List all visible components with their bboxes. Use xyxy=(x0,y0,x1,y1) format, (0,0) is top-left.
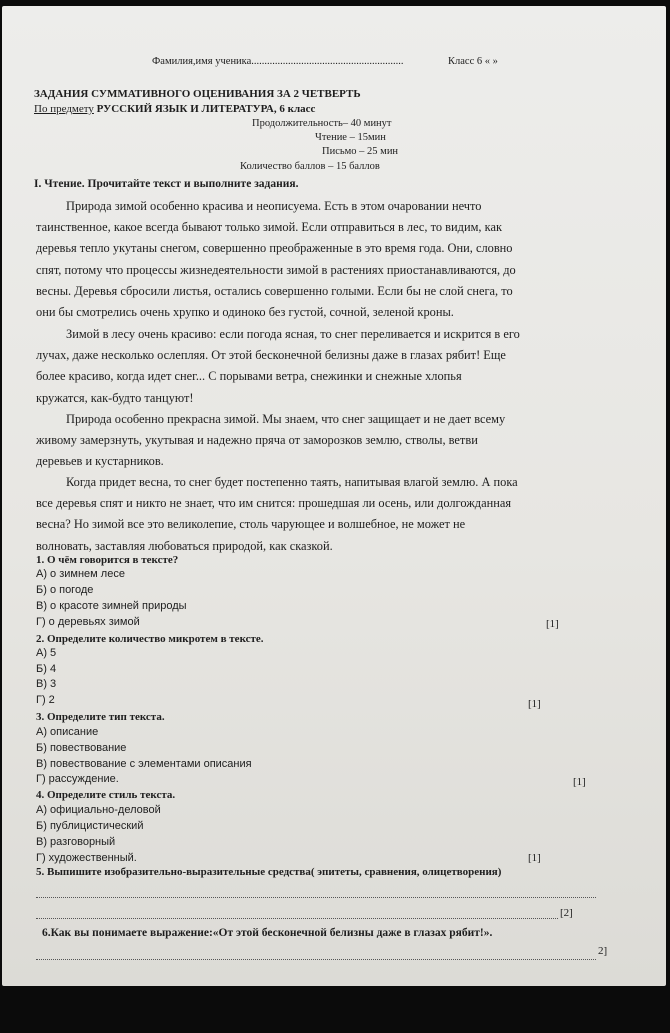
answer-line[interactable] xyxy=(36,918,558,919)
text-line: кружатся, как-будто танцуют! xyxy=(36,390,194,405)
worksheet-page xyxy=(2,6,666,986)
score-mark: [1] xyxy=(528,698,541,710)
answer-line[interactable] xyxy=(36,897,596,898)
answer-option: В) о красоте зимней природы xyxy=(36,600,187,612)
text-line: Когда придет весна, то снег будет постепенно таять, напитывая влагой землю. А пока xyxy=(66,475,518,489)
reading-time-text: Чтение – 15мин xyxy=(315,132,386,143)
text-line: живому замерзнуть, укутывая и надежно пряча от заморозков землю, стволы, ветви xyxy=(36,433,478,448)
answer-option: Б) повествование xyxy=(36,742,127,754)
answer-option: Б) 4 xyxy=(36,663,57,675)
question-3: 3. Определите тип текста. xyxy=(36,711,165,723)
answer-option: Г) о деревьях зимой xyxy=(36,616,140,628)
text-line: деревьев и кустарников. xyxy=(36,454,164,469)
answer-option: А) 5 xyxy=(36,647,57,659)
score-mark: [1] xyxy=(528,852,541,864)
student-name-dots: ........................... xyxy=(251,56,323,67)
section-heading-reading: I. Чтение. Прочитайте текст и выполните задания. xyxy=(34,178,299,190)
score-mark: [1] xyxy=(546,618,559,630)
answer-option: А) о зимнем лесе xyxy=(36,568,125,580)
student-name-line xyxy=(152,56,404,67)
text-paragraph-4 xyxy=(36,472,628,557)
answer-option: Б) публицистический xyxy=(36,820,144,832)
answer-option: В) разговорный xyxy=(36,836,116,848)
question-6: 6.Как вы понимаете выражение:«От этой бесконечной белизны даже в глазах рябит!». xyxy=(42,927,493,939)
score-mark: 2] xyxy=(598,945,608,957)
writing-time-text: Письмо – 25 мин xyxy=(322,146,399,157)
text-line: Природа зимой особенно красива и неописуема. Есть в этом очаровании нечто xyxy=(66,199,482,213)
duration-text: Продолжительность– 40 минут xyxy=(252,118,392,129)
question-2: 2. Определите количество микротем в тексте. xyxy=(36,633,264,645)
subject-line xyxy=(34,103,315,115)
answer-option: Г) рассуждение. xyxy=(36,773,119,785)
text-line: Зимой в лесу очень красиво: если погода ясная, то снег переливается и искрится в его xyxy=(66,327,520,341)
answer-option: В) повествование с элементами описания xyxy=(36,758,252,770)
text-line: весны. Деревья сбросили листья, остались совершенно голыми. Если бы не слой снега, то xyxy=(36,283,513,298)
question-4: 4. Определите стиль текста. xyxy=(36,789,176,801)
question-5: 5. Выпишите изобразительно-выразительные средства( эпитеты, сравнения, олицетворения) xyxy=(36,866,502,878)
answer-option: А) описание xyxy=(36,726,99,738)
answer-option: Б) о погоде xyxy=(36,584,94,596)
score-mark: [2] xyxy=(560,907,573,919)
text-line: они бы смотрелись очень хрупко и одиноко без густой, сочной, зеленой кроны. xyxy=(36,305,454,320)
student-name-dots-2: ............................... xyxy=(322,56,404,67)
student-name-label: Фамилия,имя ученика xyxy=(152,56,252,67)
answer-option: Г) художественный. xyxy=(36,852,137,864)
answer-option: А) официально-деловой xyxy=(36,804,161,816)
text-line: Природа особенно прекрасна зимой. Мы знаем, что снег защищает и не дает всему xyxy=(66,412,506,426)
text-paragraph-2 xyxy=(36,324,628,409)
text-line: деревья тепло укутаны снегом, совершенно преображенные в это время года. Они, словно xyxy=(36,241,513,256)
text-paragraph-1 xyxy=(36,196,628,323)
subject-prefix: По предмету xyxy=(34,103,94,115)
text-line: весна? Но зимой все это великолепие, столь чарующее и волшебное, не может не xyxy=(36,517,466,532)
text-line: спят, потому что процессы жизнедеятельности зимой в растениях приостанавливаются, до xyxy=(36,262,516,277)
score-mark: [1] xyxy=(573,776,586,788)
answer-option: В) 3 xyxy=(36,678,57,690)
text-line: волновать, заставляя любоваться природой, как сказкой. xyxy=(36,538,333,553)
class-label: Класс 6 « » xyxy=(448,56,498,67)
answer-option: Г) 2 xyxy=(36,694,55,706)
question-1: 1. О чём говорится в тексте? xyxy=(36,554,179,566)
text-line: все деревья спят и никто не знает, что им снится: прошедшая ли осень, или долгожданная xyxy=(36,496,512,511)
points-text: Количество баллов – 15 баллов xyxy=(240,161,380,172)
text-line: более красиво, когда идет снег... С порывами ветра, снежинки и снежные хлопья xyxy=(36,369,462,384)
answer-line[interactable] xyxy=(36,959,596,960)
text-line: лучах, даже несколько ослепляя. От этой бесконечной белизны даже в глазах рябит! Еще xyxy=(36,348,506,363)
page-title: ЗАДАНИЯ СУММАТИВНОГО ОЦЕНИВАНИЯ ЗА 2 ЧЕТВЕРТЬ xyxy=(34,88,361,100)
subject-name: РУССКИЙ ЯЗЫК И ЛИТЕРАТУРА, 6 класс xyxy=(96,103,316,115)
text-paragraph-3 xyxy=(36,409,628,473)
text-line: таинственное, какое всегда бывают только зимой. Если отправиться в лес, то видим, как xyxy=(36,220,502,235)
